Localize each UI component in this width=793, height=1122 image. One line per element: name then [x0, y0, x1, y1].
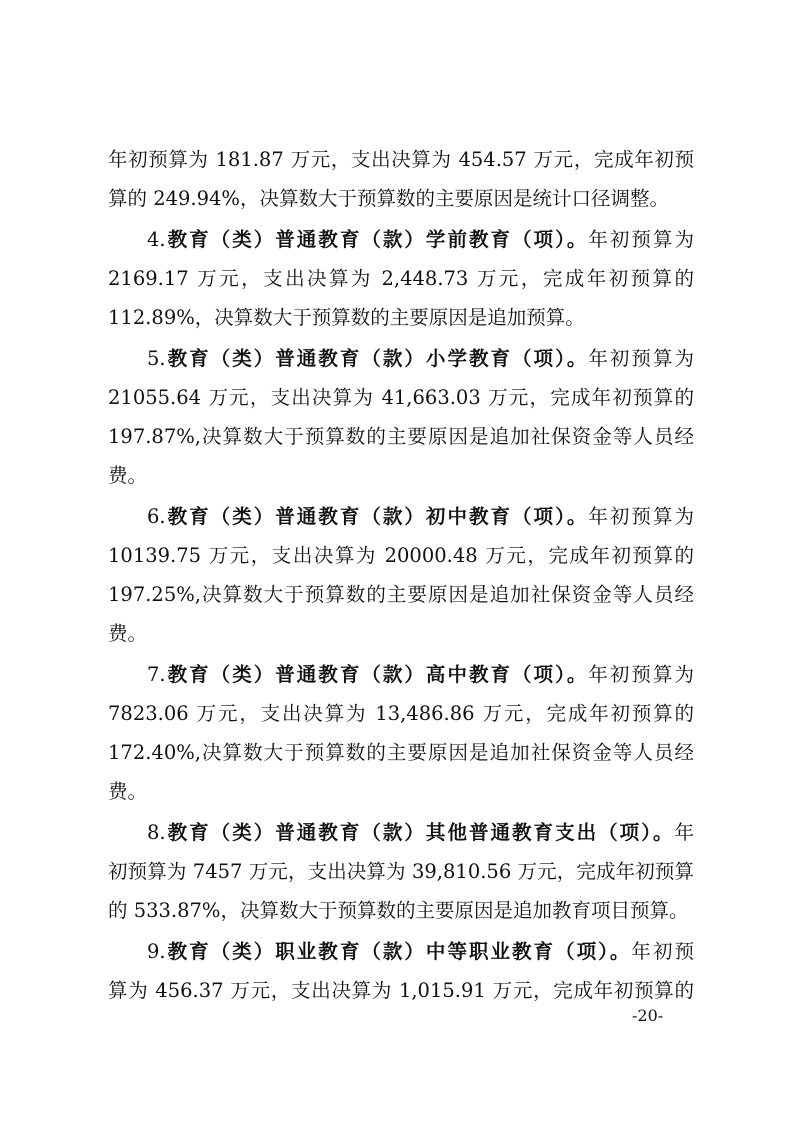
text-line: 172.40%,决算数大于预算数的主要原因是追加社保资金等人员经	[108, 741, 694, 764]
text-line: 费。	[108, 622, 148, 645]
text-line: 2169.17 万元，支出决算为 2,448.73 万元，完成年初预算的	[108, 267, 694, 290]
page-number: -20-	[632, 1006, 664, 1025]
text-fragment: 年	[674, 821, 694, 844]
text-fragment: 年初预算为	[588, 228, 694, 251]
text-line: 197.25%,决算数大于预算数的主要原因是追加社保资金等人员经	[108, 583, 694, 606]
text-fragment: 年初预算为	[588, 505, 694, 528]
text-line: 21055.64 万元，支出决算为 41,663.03 万元，完成年初预算的	[108, 386, 694, 409]
text-line: 算为 456.37 万元，支出决算为 1,015.91 万元，完成年初预算的	[108, 979, 694, 1002]
text-line: 年初预算为 181.87 万元，支出决算为 454.57 万元，完成年初预	[108, 148, 694, 171]
text-line: 算的 249.94%，决算数大于预算数的主要原因是统计口径调整。	[108, 187, 669, 210]
item-number: 6.	[147, 505, 166, 528]
item-heading: 教育（类）普通教育（款）高中教育（项）。	[165, 663, 589, 686]
section-heading-line	[108, 339, 694, 378]
text-line: 初预算为 7457 万元，支出决算为 39,810.56 万元，完成年初预算	[108, 860, 694, 883]
item-heading: 教育（类）普通教育（款）学前教育（项）。	[165, 228, 589, 251]
text-line: 10139.75 万元，支出决算为 20000.48 万元，完成年初预算的	[108, 544, 694, 567]
section-heading-line	[108, 813, 694, 852]
text-fragment: 年初预	[631, 940, 694, 963]
text-line: 112.89%，决算数大于预算数的主要原因是追加预算。	[108, 306, 585, 329]
item-number: 9.	[147, 940, 166, 963]
item-number: 8.	[147, 821, 166, 844]
text-line: 的 533.87%，决算数大于预算数的主要原因是追加教育项目预算。	[108, 899, 689, 922]
item-heading: 教育（类）普通教育（款）其他普通教育支出（项）。	[165, 821, 675, 844]
item-number: 7.	[147, 663, 166, 686]
body-text	[108, 140, 694, 1010]
section-heading-line	[108, 220, 694, 259]
item-heading: 教育（类）职业教育（款）中等职业教育（项）。	[165, 940, 632, 963]
text-line: 197.87%,决算数大于预算数的主要原因是追加社保资金等人员经	[108, 425, 694, 448]
text-line: 费。	[108, 464, 148, 487]
section-heading-line	[108, 655, 694, 694]
text-line: 7823.06 万元，支出决算为 13,486.86 万元，完成年初预算的	[108, 702, 694, 725]
item-heading: 教育（类）普通教育（款）小学教育（项）。	[165, 347, 589, 370]
section-heading-line	[108, 497, 694, 536]
item-heading: 教育（类）普通教育（款）初中教育（项）。	[165, 505, 589, 528]
text-fragment: 年初预算为	[588, 347, 694, 370]
item-number: 4.	[147, 228, 166, 251]
section-heading-line	[108, 932, 694, 971]
item-number: 5.	[147, 347, 166, 370]
text-fragment: 年初预算为	[588, 663, 694, 686]
text-line: 费。	[108, 780, 148, 803]
